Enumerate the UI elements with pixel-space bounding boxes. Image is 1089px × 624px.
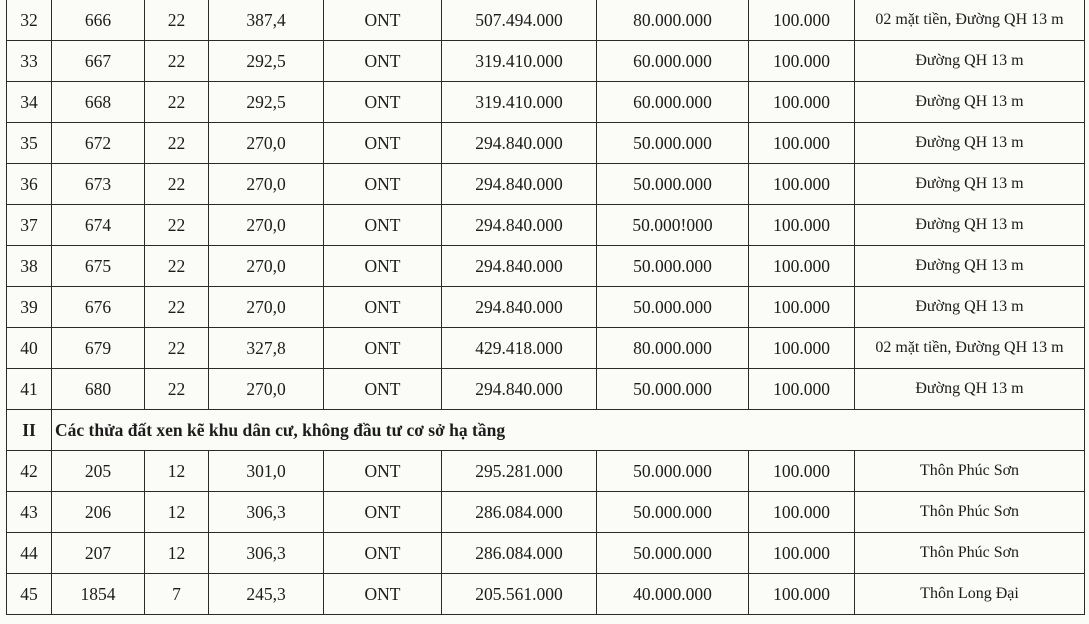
cell-land-type: ONT — [324, 164, 442, 205]
cell-map-sheet: 22 — [145, 328, 209, 369]
cell-deposit: 40.000.000 — [597, 574, 749, 615]
cell-land-type: ONT — [324, 0, 442, 41]
cell-note: Đường QH 13 m — [855, 369, 1085, 410]
cell-deposit: 50.000.000 — [597, 369, 749, 410]
table-row — [7, 328, 1085, 369]
cell-starting-price: 295.281.000 — [442, 451, 597, 492]
table-body-section — [7, 410, 1085, 451]
cell-note: Đường QH 13 m — [855, 41, 1085, 82]
cell-stt: 45 — [7, 574, 52, 615]
cell-parcel-number: 666 — [52, 0, 145, 41]
table-row — [7, 533, 1085, 574]
cell-land-type: ONT — [324, 369, 442, 410]
cell-area: 292,5 — [209, 82, 324, 123]
table-body-top — [7, 0, 1085, 410]
cell-stt: 37 — [7, 205, 52, 246]
cell-starting-price: 294.840.000 — [442, 369, 597, 410]
cell-note: Đường QH 13 m — [855, 287, 1085, 328]
cell-parcel-number: 206 — [52, 492, 145, 533]
cell-deposit: 80.000.000 — [597, 0, 749, 41]
cell-map-sheet: 22 — [145, 205, 209, 246]
cell-note: Đường QH 13 m — [855, 123, 1085, 164]
table-row — [7, 369, 1085, 410]
cell-map-sheet: 12 — [145, 533, 209, 574]
cell-area: 270,0 — [209, 369, 324, 410]
cell-deposit: 50.000.000 — [597, 533, 749, 574]
cell-stt: 41 — [7, 369, 52, 410]
cell-file-fee: 100.000 — [749, 328, 855, 369]
table-row — [7, 82, 1085, 123]
cell-stt: 36 — [7, 164, 52, 205]
table-row — [7, 123, 1085, 164]
cell-land-type: ONT — [324, 41, 442, 82]
cell-land-type: ONT — [324, 451, 442, 492]
cell-area: 245,3 — [209, 574, 324, 615]
cell-area: 270,0 — [209, 287, 324, 328]
cell-parcel-number: 674 — [52, 205, 145, 246]
cell-note: Thôn Long Đại — [855, 574, 1085, 615]
cell-parcel-number: 676 — [52, 287, 145, 328]
cell-file-fee: 100.000 — [749, 41, 855, 82]
cell-starting-price: 294.840.000 — [442, 123, 597, 164]
cell-map-sheet: 22 — [145, 164, 209, 205]
cell-starting-price: 294.840.000 — [442, 205, 597, 246]
cell-map-sheet: 12 — [145, 451, 209, 492]
cell-land-type: ONT — [324, 205, 442, 246]
cell-stt: 43 — [7, 492, 52, 533]
cell-deposit: 50.000.000 — [597, 164, 749, 205]
cell-note: Thôn Phúc Sơn — [855, 492, 1085, 533]
cell-parcel-number: 679 — [52, 328, 145, 369]
cell-note: Thôn Phúc Sơn — [855, 451, 1085, 492]
table-row — [7, 205, 1085, 246]
cell-map-sheet: 22 — [145, 123, 209, 164]
cell-stt: 32 — [7, 0, 52, 41]
cell-parcel-number: 672 — [52, 123, 145, 164]
cell-stt: 33 — [7, 41, 52, 82]
cell-file-fee: 100.000 — [749, 164, 855, 205]
cell-note: Đường QH 13 m — [855, 82, 1085, 123]
table-row — [7, 246, 1085, 287]
cell-stt: 40 — [7, 328, 52, 369]
cell-file-fee: 100.000 — [749, 492, 855, 533]
cell-area: 270,0 — [209, 164, 324, 205]
cell-starting-price: 319.410.000 — [442, 41, 597, 82]
cell-file-fee: 100.000 — [749, 82, 855, 123]
cell-land-type: ONT — [324, 123, 442, 164]
cell-deposit: 60.000.000 — [597, 41, 749, 82]
cell-area: 306,3 — [209, 533, 324, 574]
cell-deposit: 60.000.000 — [597, 82, 749, 123]
cell-stt: 38 — [7, 246, 52, 287]
cell-land-type: ONT — [324, 492, 442, 533]
cell-file-fee: 100.000 — [749, 246, 855, 287]
table-body-bottom — [7, 451, 1085, 615]
cell-map-sheet: 22 — [145, 41, 209, 82]
cell-deposit: 50.000!000 — [597, 205, 749, 246]
cell-area: 270,0 — [209, 205, 324, 246]
cell-starting-price: 319.410.000 — [442, 82, 597, 123]
cell-land-type: ONT — [324, 574, 442, 615]
cell-land-type: ONT — [324, 328, 442, 369]
cell-starting-price: 294.840.000 — [442, 287, 597, 328]
cell-note: 02 mặt tiền, Đường QH 13 m — [855, 328, 1085, 369]
cell-file-fee: 100.000 — [749, 451, 855, 492]
table-row — [7, 0, 1085, 41]
table-row — [7, 41, 1085, 82]
cell-area: 306,3 — [209, 492, 324, 533]
cell-starting-price: 294.840.000 — [442, 246, 597, 287]
cell-map-sheet: 22 — [145, 287, 209, 328]
cell-map-sheet: 7 — [145, 574, 209, 615]
cell-deposit: 80.000.000 — [597, 328, 749, 369]
cell-starting-price: 286.084.000 — [442, 492, 597, 533]
cell-starting-price: 507.494.000 — [442, 0, 597, 41]
cell-parcel-number: 673 — [52, 164, 145, 205]
cell-land-type: ONT — [324, 246, 442, 287]
section-number: II — [7, 410, 52, 451]
cell-note: Đường QH 13 m — [855, 164, 1085, 205]
cell-map-sheet: 22 — [145, 369, 209, 410]
cell-stt: 39 — [7, 287, 52, 328]
cell-area: 301,0 — [209, 451, 324, 492]
cell-note: Đường QH 13 m — [855, 246, 1085, 287]
cell-land-type: ONT — [324, 533, 442, 574]
cell-parcel-number: 680 — [52, 369, 145, 410]
section-header-row — [7, 410, 1085, 451]
cell-map-sheet: 22 — [145, 0, 209, 41]
cell-deposit: 50.000.000 — [597, 451, 749, 492]
cell-area: 270,0 — [209, 246, 324, 287]
cell-area: 387,4 — [209, 0, 324, 41]
cell-stt: 44 — [7, 533, 52, 574]
table-row — [7, 492, 1085, 533]
cell-parcel-number: 205 — [52, 451, 145, 492]
cell-area: 270,0 — [209, 123, 324, 164]
cell-deposit: 50.000.000 — [597, 123, 749, 164]
land-parcel-table — [6, 0, 1085, 615]
cell-deposit: 50.000.000 — [597, 246, 749, 287]
cell-file-fee: 100.000 — [749, 369, 855, 410]
cell-file-fee: 100.000 — [749, 574, 855, 615]
cell-starting-price: 294.840.000 — [442, 164, 597, 205]
table-row — [7, 287, 1085, 328]
cell-file-fee: 100.000 — [749, 533, 855, 574]
cell-starting-price: 286.084.000 — [442, 533, 597, 574]
cell-area: 327,8 — [209, 328, 324, 369]
cell-note: 02 mặt tiền, Đường QH 13 m — [855, 0, 1085, 41]
cell-stt: 35 — [7, 123, 52, 164]
cell-file-fee: 100.000 — [749, 287, 855, 328]
cell-starting-price: 205.561.000 — [442, 574, 597, 615]
cell-deposit: 50.000.000 — [597, 287, 749, 328]
cell-note: Thôn Phúc Sơn — [855, 533, 1085, 574]
table-row — [7, 574, 1085, 615]
cell-land-type: ONT — [324, 287, 442, 328]
cell-area: 292,5 — [209, 41, 324, 82]
cell-file-fee: 100.000 — [749, 205, 855, 246]
cell-starting-price: 429.418.000 — [442, 328, 597, 369]
cell-note: Đường QH 13 m — [855, 205, 1085, 246]
cell-file-fee: 100.000 — [749, 0, 855, 41]
table-row — [7, 451, 1085, 492]
cell-parcel-number: 668 — [52, 82, 145, 123]
table-row — [7, 164, 1085, 205]
cell-file-fee: 100.000 — [749, 123, 855, 164]
section-title: Các thửa đất xen kẽ khu dân cư, không đầu tư cơ sở hạ tầng — [52, 410, 1085, 451]
cell-parcel-number: 667 — [52, 41, 145, 82]
cell-map-sheet: 22 — [145, 82, 209, 123]
cell-deposit: 50.000.000 — [597, 492, 749, 533]
cell-stt: 42 — [7, 451, 52, 492]
cell-parcel-number: 1854 — [52, 574, 145, 615]
cell-map-sheet: 22 — [145, 246, 209, 287]
cell-map-sheet: 12 — [145, 492, 209, 533]
cell-parcel-number: 675 — [52, 246, 145, 287]
cell-stt: 34 — [7, 82, 52, 123]
cell-land-type: ONT — [324, 82, 442, 123]
cell-parcel-number: 207 — [52, 533, 145, 574]
